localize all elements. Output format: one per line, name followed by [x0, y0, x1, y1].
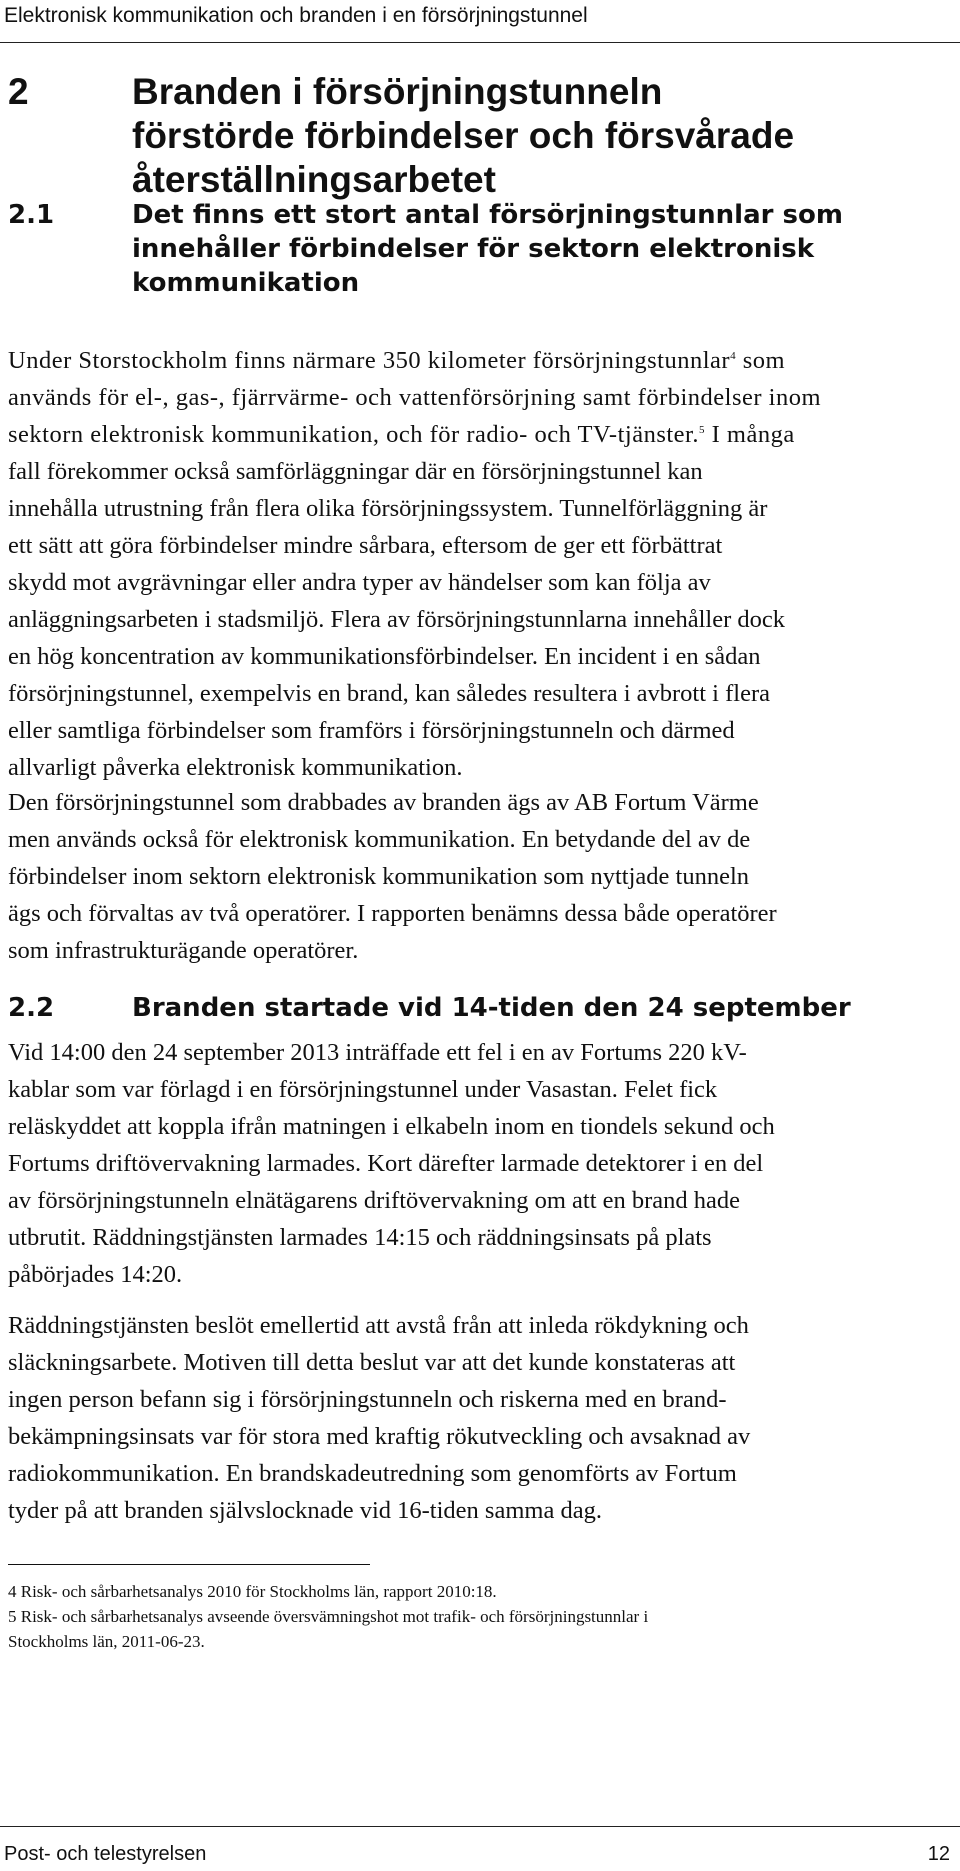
footnote-5-continuation: Stockholms län, 2011-06-23. — [8, 1632, 205, 1651]
section-2-2-paragraph-1 — [8, 1034, 948, 1293]
paragraph-line: tyder på att branden självslocknade vid 16-tiden samma dag. — [8, 1497, 602, 1524]
paragraph-line: anläggningsarbeten i stadsmiljö. Flera av försörjningstunnlarna innehåller dock — [8, 606, 785, 633]
paragraph-line: försörjningstunnel, exempelvis en brand, kan således resultera i avbrott i flera — [8, 680, 770, 707]
paragraph-line: Under Storstockholm finns närmare 350 kilometer försörjningstunnlar$^4$ som — [8, 347, 786, 374]
paragraph-line: bekämpningsinsats var för stora med kraftig rökutveckling och avsaknad av — [8, 1423, 751, 1450]
footnote-ref-5: 5 — [698, 424, 705, 436]
paragraph-line: Vid 14:00 den 24 september 2013 inträffade ett fel i en av Fortums 220 kV- — [8, 1039, 747, 1066]
chapter-title-line: Branden i försörjningstunneln — [132, 71, 663, 112]
paragraph-line: sektorn elektronisk kommunikation, och för radio- och TV-tjänster.$^5$ I många — [8, 421, 795, 448]
section-title-line: Branden startade vid 14-tiden den 24 september — [132, 993, 851, 1023]
section-2-1-title — [132, 198, 948, 300]
chapter-title-line: förstörde förbindelser och försvårade — [132, 115, 795, 156]
footer-publisher: Post- och telestyrelsen — [4, 1843, 207, 1865]
footnote-ref-4: 4 — [730, 350, 737, 362]
paragraph-line: men används också för elektronisk kommunikation. En betydande del av de — [8, 826, 751, 853]
section-2-2-number: 2.2 — [8, 993, 55, 1023]
paragraph-line: som infrastrukturägande operatörer. — [8, 937, 359, 964]
page-number: 12 — [927, 1843, 950, 1865]
footnote-5: 5 Risk- och sårbarhetsanalys avseende översvämningshot mot trafik- och försörjningstunnlar i — [8, 1607, 649, 1626]
section-title-line: innehåller förbindelser för sektorn elektronisk — [132, 234, 815, 264]
paragraph-line: Den försörjningstunnel som drabbades av branden ägs av AB Fortum Värme — [8, 789, 759, 816]
section-2-1-number: 2.1 — [8, 200, 55, 230]
section-title-line: kommunikation — [132, 268, 360, 298]
header-rule — [0, 42, 960, 43]
paragraph-line: ägs och förvaltas av två operatörer. I rapporten benämns dessa både operatörer — [8, 900, 777, 927]
footer-rule — [0, 1826, 960, 1827]
paragraph-line: ett sätt att göra förbindelser mindre sårbara, eftersom de ger ett förbättrat — [8, 532, 723, 559]
paragraph-line: innehålla utrustning från flera olika försörjningssystem. Tunnelförläggning är — [8, 495, 768, 522]
section-2-2-paragraph-2 — [8, 1307, 948, 1529]
section-2-1-paragraph-2 — [8, 784, 948, 969]
paragraph-line: en hög koncentration av kommunikationsförbindelser. En incident i en sådan — [8, 643, 761, 670]
running-header: Elektronisk kommunikation och branden i en försörjningstunnel — [4, 4, 588, 27]
paragraph-line: radiokommunikation. En brandskadeutredning som genomförts av Fortum — [8, 1460, 737, 1487]
paragraph-line: skydd mot avgrävningar eller andra typer av händelser som kan följa av — [8, 569, 711, 596]
paragraph-line: utbrutit. Räddningstjänsten larmades 14:15 och räddningsinsats på plats — [8, 1224, 712, 1251]
paragraph-line: påbörjades 14:20. — [8, 1261, 183, 1288]
paragraph-line: ingen person befann sig i försörjningstunneln och riskerna med en brand- — [8, 1386, 727, 1413]
chapter-number: 2 — [8, 71, 29, 112]
chapter-title-line: återställningsarbetet — [132, 159, 496, 200]
paragraph-line: fall förekommer också samförläggningar där en försörjningstunnel kan — [8, 458, 703, 485]
paragraph-line: kablar som var förlagd i en försörjningstunnel under Vasastan. Felet fick — [8, 1076, 718, 1103]
paragraph-line: används för el-, gas-, fjärrvärme- och vattenförsörjning samt förbindelser inom — [8, 384, 822, 411]
footnote-4: 4 Risk- och sårbarhetsanalys 2010 för Stockholms län, rapport 2010:18. — [8, 1582, 497, 1601]
paragraph-line: släckningsarbete. Motiven till detta beslut var att det kunde konstateras att — [8, 1349, 736, 1376]
footnotes — [8, 1579, 948, 1654]
paragraph-line: allvarligt påverka elektronisk kommunikation. — [8, 754, 463, 781]
paragraph-line: Fortums driftövervakning larmades. Kort därefter larmade detektorer i en del — [8, 1150, 764, 1177]
paragraph-line: förbindelser inom sektorn elektronisk kommunikation som nyttjade tunneln — [8, 863, 750, 890]
section-title-line: Det finns ett stort antal försörjningstunnlar som — [132, 200, 843, 230]
chapter-title — [132, 70, 948, 202]
paragraph-line: Räddningstjänsten beslöt emellertid att avstå från att inleda rökdykning och — [8, 1312, 749, 1339]
paragraph-line: reläskyddet att koppla ifrån matningen i elkabeln inom en tiondels sekund och — [8, 1113, 775, 1140]
footnote-separator — [8, 1564, 370, 1565]
section-2-1-paragraph-1 — [8, 342, 948, 786]
paragraph-line: av försörjningstunneln elnätägarens driftövervakning om att en brand hade — [8, 1187, 741, 1214]
section-2-2-title — [132, 991, 948, 1025]
paragraph-line: eller samtliga förbindelser som framförs i försörjningstunneln och därmed — [8, 717, 735, 744]
